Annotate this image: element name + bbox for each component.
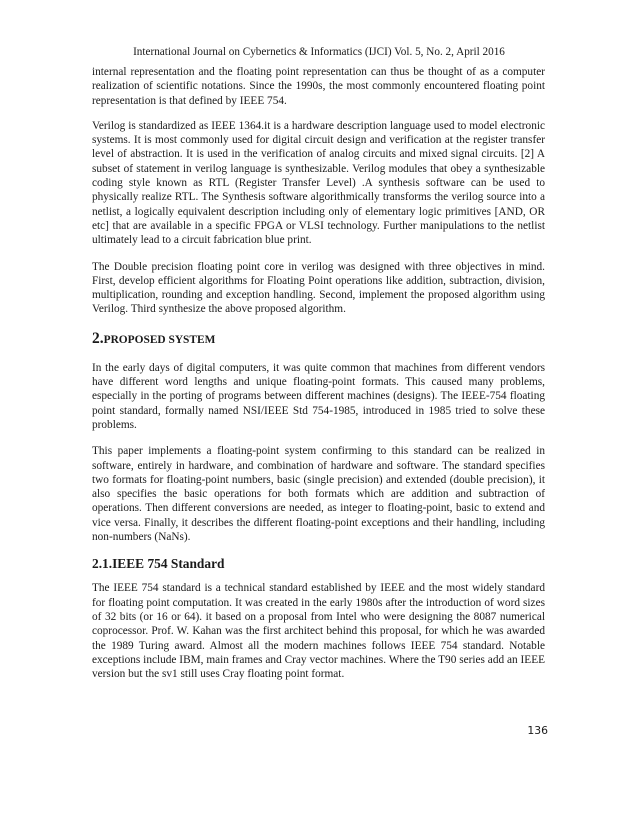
paragraph-section2-2: This paper implements a floating-point system confirming to this standard can be realized in software, entirely in hardware, and combination of hardware and software. The standard specifies two formats for floating-point numbers, basic (single precision) and extended (double precision), it also specifies the basic operations for both formats which are addition and subtraction of operations. Then different conversions are needed, as integer to floating-point, basic to extend and vice versa. Finally, it describes the different floating-point exceptions and their handling, including non-numbers (NaNs).	[92, 445, 545, 544]
paragraph-intro-1: internal representation and the floating point representation can thus be thought of as a computer realization of scientific notations. Since the 1990s, the most commonly encountered floating point representation is that defined by IEEE 754.	[92, 66, 545, 107]
paragraph-section2-1-1: The IEEE 754 standard is a technical standard established by IEEE and the most widely standard for floating point computation. It was created in the early 1980s after the introduction of word sizes of 32 bits (or 16 or 64). it based on a proposal from Intel who were designing the 8087 numerical coprocessor. Prof. W. Kahan was the first architect behind this proposal, for which he was awarded the 1989 Turing award. Almost all the modern machines follows IEEE 754 standard. Notable exceptions include IBM, main frames and Cray vector machines. Where the T90 series add an IEEE version but the sv1 still uses Cray floating point format.	[92, 582, 545, 681]
paragraph-intro-3: The Double precision floating point core in verilog was designed with three objectives in mind. First, develop efficient algorithms for Floating Point operations like addition, subtraction, division, multiplication, rounding and exception handling. Second, implement the proposed algorithm using Verilog. Third synthesize the above proposed algorithm.	[92, 260, 545, 316]
section-number: 2.	[92, 329, 104, 347]
running-head: International Journal on Cybernetics & Informatics (IJCI) Vol. 5, No. 2, April 2016	[133, 46, 505, 58]
subsection-heading-ieee754: 2.1.IEEE 754 Standard	[92, 556, 225, 572]
section-title: PROPOSED SYSTEM	[103, 333, 216, 346]
body-text	[92, 65, 545, 693]
page-number: 136	[527, 724, 548, 737]
section-heading-proposed-system	[92, 331, 545, 348]
paragraph-section2-1: In the early days of digital computers, it was quite common that machines from different vendors have different word lengths and unique floating-point formats. This caused many problems, especially in the porting of programs between different machines (designs). The IEEE-754 floating point standard, formally named NSI/IEEE Std 754-1985, introduced in 1985 tried to solve these problems.	[92, 361, 545, 431]
paragraph-intro-2: Verilog is standardized as IEEE 1364.it is a hardware description language used to model electronic systems. It is most commonly used for digital circuit design and verification at the register transfer level of abstraction. It is used in the verification of analog circuits and mixed signal circuits. [2] A subset of statement in verilog language is synthesizable. Verilog modules that obey a synthesizable coding style known as RTL (Register Transfer Level) .A synthesis software can be used to physically realize RTL. The Synthesis software algorithmically transforms the verilog source into a netlist, a logically equivalent description including only of elementary logic primitives [AND, OR etc] that are available in a specific FPGA or VLSI technology. Further manipulations to the netlist ultimately lead to a circuit fabrication blue print.	[92, 119, 545, 247]
